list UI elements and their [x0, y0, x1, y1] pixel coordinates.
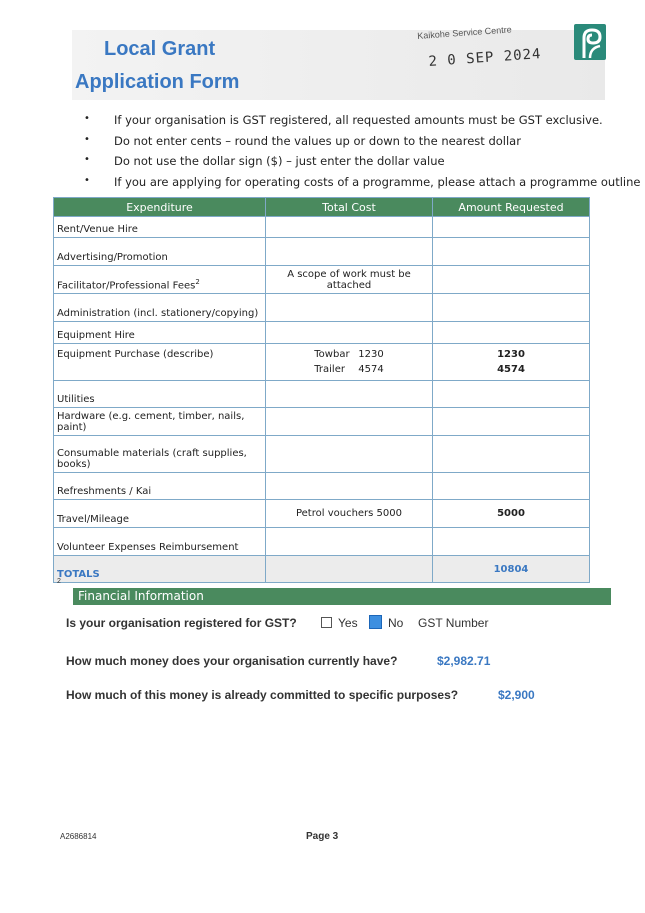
- page-number: Page 3: [306, 831, 339, 842]
- financial-section-title: Financial Information: [78, 589, 204, 603]
- col-header-expenditure: Expenditure: [54, 198, 266, 217]
- row-label: Administration (incl. stationery/copying): [54, 294, 266, 322]
- amount-requested-cell[interactable]: [433, 408, 590, 436]
- row-label: Volunteer Expenses Reimbursement: [54, 528, 266, 556]
- table-row: [54, 408, 590, 436]
- requested-values: [436, 347, 586, 377]
- amount-requested-cell[interactable]: 5000: [433, 500, 590, 528]
- total-cost-cell[interactable]: [266, 436, 433, 473]
- total-cost-cell[interactable]: A scope of work must be attached: [266, 266, 433, 294]
- council-logo-icon: [574, 24, 606, 60]
- amount-requested-cell[interactable]: [433, 436, 590, 473]
- requested-value: 1230: [497, 349, 525, 360]
- instruction-item: • If your organisation is GST registered, all requested amounts must be GST exclusive.: [84, 113, 640, 134]
- gst-question: Is your organisation registered for GST?: [66, 616, 297, 630]
- footnote-marker: 2: [57, 578, 61, 585]
- table-row: [54, 381, 590, 408]
- table-row: [54, 528, 590, 556]
- table-row: [54, 500, 590, 528]
- col-header-amount-requested: Amount Requested: [433, 198, 590, 217]
- row-label: Equipment Hire: [54, 322, 266, 344]
- amount-requested-cell[interactable]: [433, 322, 590, 344]
- amount-requested-cell[interactable]: [433, 294, 590, 322]
- gst-yes-label: Yes: [338, 616, 358, 630]
- expenditure-table: [53, 197, 590, 583]
- total-cost-cell[interactable]: [266, 238, 433, 266]
- row-label: Utilities: [54, 381, 266, 408]
- received-stamp-date: 2 0 SEP 2024: [428, 46, 542, 70]
- row-label: [54, 266, 266, 294]
- total-cost-cell[interactable]: [266, 528, 433, 556]
- instruction-list: [84, 113, 640, 195]
- instruction-item: • Do not enter cents – round the values up or down to the nearest dollar: [84, 134, 640, 155]
- footnote-ref: 2: [195, 277, 200, 286]
- total-cost-cell[interactable]: [266, 473, 433, 500]
- table-row: [54, 294, 590, 322]
- form-title-line2: Application Form: [75, 71, 240, 93]
- row-label: Hardware (e.g. cement, timber, nails, paint): [54, 408, 266, 436]
- table-row: [54, 473, 590, 500]
- amount-requested-cell[interactable]: [433, 217, 590, 238]
- totals-requested-cell: 10804: [433, 556, 590, 583]
- row-label: Rent/Venue Hire: [54, 217, 266, 238]
- totals-row: [54, 556, 590, 583]
- amount-requested-cell[interactable]: [433, 528, 590, 556]
- instruction-item: • Do not use the dollar sign ($) – just enter the dollar value: [84, 154, 640, 175]
- table-row: [54, 322, 590, 344]
- item-cost: 4574: [358, 364, 384, 375]
- col-header-total-cost: Total Cost: [266, 198, 433, 217]
- money-question: How much money does your organisation currently have?: [66, 654, 398, 668]
- total-cost-cell[interactable]: Petrol vouchers 5000: [266, 500, 433, 528]
- amount-requested-cell[interactable]: [433, 266, 590, 294]
- amount-requested-cell[interactable]: [433, 344, 590, 381]
- money-answer[interactable]: $2,982.71: [437, 654, 491, 668]
- row-label: Consumable materials (craft supplies, books): [54, 436, 266, 473]
- table-row: [54, 238, 590, 266]
- item-cost: 1230: [358, 349, 384, 360]
- gst-no-label: No: [388, 616, 404, 630]
- row-label: Advertising/Promotion: [54, 238, 266, 266]
- gst-number-label: GST Number: [418, 616, 489, 630]
- table-row: [54, 266, 590, 294]
- row-label: Refreshments / Kai: [54, 473, 266, 500]
- row-label-text: Facilitator/Professional Fees: [57, 280, 196, 291]
- row-label: Travel/Mileage: [54, 500, 266, 528]
- document-reference: A2686814: [60, 832, 97, 841]
- totals-cost-cell: [266, 556, 433, 583]
- committed-question: How much of this money is already committed to specific purposes?: [66, 688, 459, 702]
- total-cost-cell[interactable]: [266, 381, 433, 408]
- table-row: [54, 217, 590, 238]
- total-cost-cell[interactable]: [266, 217, 433, 238]
- table-header-row: [54, 198, 590, 217]
- total-cost-cell[interactable]: [266, 294, 433, 322]
- totals-label: TOTALS: [54, 556, 266, 583]
- total-cost-cell[interactable]: [266, 322, 433, 344]
- gst-yes-checkbox[interactable]: [321, 617, 332, 628]
- instruction-item: • If you are applying for operating costs of a programme, please attach a programme outline: [84, 175, 640, 196]
- item-name: Trailer: [314, 364, 345, 375]
- form-title-line1: Local Grant: [104, 38, 216, 60]
- committed-answer[interactable]: $2,900: [498, 688, 535, 702]
- table-row: [54, 436, 590, 473]
- total-cost-cell[interactable]: [266, 408, 433, 436]
- gst-no-checkbox[interactable]: [369, 615, 382, 629]
- amount-requested-cell[interactable]: [433, 473, 590, 500]
- amount-requested-cell[interactable]: [433, 381, 590, 408]
- received-stamp-office: Kaikohe Service Centre: [417, 24, 513, 41]
- amount-requested-cell[interactable]: [433, 238, 590, 266]
- row-label: Equipment Purchase (describe): [54, 344, 266, 381]
- total-cost-cell[interactable]: [266, 344, 433, 381]
- table-row: [54, 344, 590, 381]
- requested-value: 4574: [497, 364, 525, 375]
- purchase-items: [314, 347, 383, 377]
- item-name: Towbar: [314, 349, 350, 360]
